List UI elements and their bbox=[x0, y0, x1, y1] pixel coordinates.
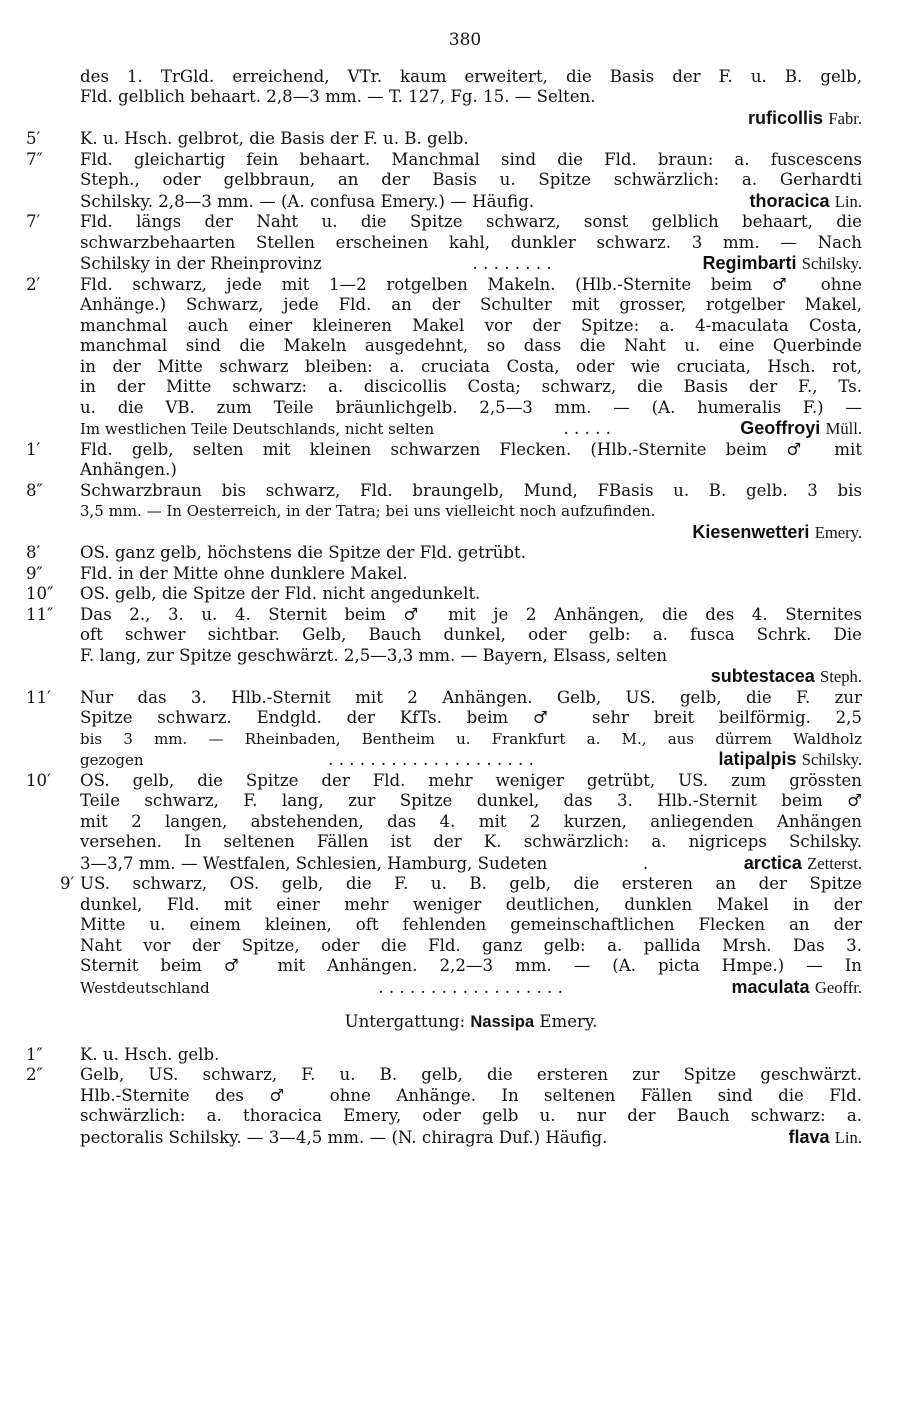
text-line: K. u. Hsch. gelbrot, die Basis der F. u. B. gelb. bbox=[80, 129, 469, 148]
couplet-number: 2″ bbox=[26, 1065, 43, 1084]
text-line: Schilsky in der Rheinprovinz bbox=[80, 254, 322, 273]
subgenus-prefix: Untergattung: bbox=[344, 1012, 466, 1031]
leader-dots: . . . . . . . . . . . . . . . . . . bbox=[378, 977, 563, 997]
couplet-number: 2′ bbox=[26, 274, 41, 294]
species-author: Zetterst. bbox=[807, 853, 862, 873]
text-line: Fld. gleichartig fein behaart. Manchmal sind die Fld. braun: a. fuscescens bbox=[80, 149, 862, 169]
text-line: OS. ganz gelb, höchstens die Spitze der Fld. getrübt. bbox=[80, 543, 526, 562]
text-line: Sternit beim ♂ mit Anhängen. 2,2—3 mm. — (A. picta Hmpe.) — In bbox=[80, 956, 862, 975]
species-author: Fabr. bbox=[828, 108, 862, 128]
text-line: K. u. Hsch. gelb. bbox=[80, 1044, 220, 1064]
key-entry bbox=[26, 563, 862, 585]
species-name: Kiesenwetteri bbox=[692, 521, 810, 542]
couplet-number: 7″ bbox=[26, 149, 43, 169]
couplet-number: 8′ bbox=[26, 543, 41, 562]
key-entry bbox=[26, 149, 862, 213]
text-line: schwärzlich: a. thoracica Emery, oder gelb u. nur der Bauch schwarz: a. bbox=[80, 1106, 862, 1125]
species-name: flava bbox=[788, 1126, 830, 1147]
species-name: latipalpis bbox=[718, 749, 797, 769]
text-line: pectoralis Schilsky. — 3—4,5 mm. — (N. chiragra Duf.) Häufig. bbox=[80, 1127, 608, 1147]
text-line: Schwarzbraun bis schwarz, Fld. braungelb, Mund, FBasis u. B. gelb. 3 bis bbox=[80, 480, 862, 500]
text-line: Fld. gelb, selten mit kleinen schwarzen Flecken. (Hlb.-Sternite beim ♂ mit bbox=[80, 439, 862, 459]
key-entry bbox=[26, 687, 862, 771]
text-line: Westdeutschland bbox=[80, 978, 210, 997]
species-author: Lin. bbox=[834, 1127, 862, 1147]
species-name: thoracica bbox=[749, 190, 830, 211]
text-line: Fld. in der Mitte ohne dunklere Makel. bbox=[80, 563, 408, 583]
text-line: mit 2 langen, abstehenden, das 4. mit 2 kurzen, anliegenden Anhängen bbox=[80, 811, 862, 831]
key-entry bbox=[26, 439, 862, 481]
key-entry bbox=[26, 604, 862, 688]
couplet-number: 1′ bbox=[26, 439, 41, 459]
text-line: Spitze schwarz. Endgld. der KfTs. beim ♂ sehr breit beilförmig. 2,5 bbox=[80, 708, 862, 727]
text-line: US. schwarz, OS. gelb, die F. u. B. gelb, die ersteren an der Spitze bbox=[80, 874, 862, 893]
species-line bbox=[80, 191, 862, 213]
couplet-number: 11′ bbox=[26, 687, 51, 707]
text-line: 3,5 mm. — In Oesterreich, in der Tatra; bei uns vielleicht noch aufzufinden. bbox=[80, 502, 656, 520]
leader-dots: . . . . . . . . . . . . . . . . . . . . bbox=[328, 750, 534, 769]
key-entry bbox=[26, 1044, 862, 1066]
text-line: gezogen bbox=[80, 751, 144, 769]
text-line: Schilsky. 2,8—3 mm. — (A. confusa Emery.) — Häufig. bbox=[80, 191, 535, 211]
species-author: Lin. bbox=[834, 191, 862, 211]
leader-dots: . . . . . bbox=[563, 419, 611, 438]
key-entry bbox=[26, 212, 862, 275]
couplet-number: 10″ bbox=[26, 584, 54, 603]
species-author: Müll. bbox=[825, 419, 862, 438]
text-line: Naht vor der Spitze, oder die Fld. ganz gelb: a. pallida Mrsh. Das 3. bbox=[80, 935, 862, 955]
text-line: dunkel, Fld. mit einer mehr weniger deutlichen, dunklen Makel in der bbox=[80, 894, 862, 914]
text-line: manchmal sind die Makeln ausgedehnt, so dass die Naht u. eine Querbinde bbox=[80, 336, 862, 355]
text-line: in der Mitte schwarz: a. discicollis Costa; schwarz, die Basis der F., Ts. bbox=[80, 377, 862, 396]
text-line: manchmal auch einer kleineren Makel vor der Spitze: a. 4-maculata Costa, bbox=[80, 315, 862, 335]
text-line: Gelb, US. schwarz, F. u. B. gelb, die ersteren zur Spitze geschwärzt. bbox=[80, 1065, 862, 1084]
couplet-number: 10′ bbox=[26, 770, 51, 790]
species-line bbox=[80, 666, 862, 688]
text-line: Fld. schwarz, jede mit 1—2 rotgelben Makeln. (Hlb.-Sternite beim ♂ ohne bbox=[80, 274, 862, 294]
species-name: maculata bbox=[731, 976, 810, 997]
text-line: oft schwer sichtbar. Gelb, Bauch dunkel, oder gelb: a. fusca Schrk. Die bbox=[80, 625, 862, 644]
species-line bbox=[80, 522, 862, 544]
text-line: OS. gelb, die Spitze der Fld. nicht angedunkelt. bbox=[80, 584, 481, 603]
species-line bbox=[80, 253, 862, 275]
couplet-number: 9′ bbox=[60, 874, 75, 893]
text-line: schwarzbehaarten Stellen erscheinen kahl, dunkler schwarz. 3 mm. — Nach bbox=[80, 232, 862, 252]
leader-dots: . bbox=[642, 853, 649, 873]
species-author: Schilsky. bbox=[801, 254, 862, 273]
species-line bbox=[80, 108, 862, 130]
text-line: Nur das 3. Hlb.-Sternit mit 2 Anhängen. Gelb, US. gelb, die F. zur bbox=[80, 687, 862, 707]
text-line: Anhängen.) bbox=[80, 460, 177, 479]
text-line: F. lang, zur Spitze geschwärzt. 2,5—3,3 mm. — Bayern, Elsass, selten bbox=[80, 645, 668, 665]
document-page bbox=[26, 30, 862, 1148]
species-line bbox=[80, 977, 862, 999]
couplet-number: 9″ bbox=[26, 563, 43, 583]
couplet-number: 1″ bbox=[26, 1044, 43, 1064]
text-line: Anhänge.) Schwarz, jede Fld. an der Schulter mit grosser, rotgelber Makel, bbox=[80, 295, 862, 314]
key-entry bbox=[26, 1065, 862, 1148]
text-line: Hlb.-Sternite des ♂ ohne Anhänge. In seltenen Fällen sind die Fld. bbox=[80, 1085, 862, 1105]
species-line bbox=[80, 418, 862, 440]
key-entry bbox=[26, 480, 862, 544]
text-line: bis 3 mm. — Rheinbaden, Bentheim u. Frankfurt a. M., aus dürrem Waldholz bbox=[80, 729, 862, 748]
key-entry bbox=[26, 543, 862, 564]
text-line: Teile schwarz, F. lang, zur Spitze dunkel, das 3. Hlb.-Sternit beim ♂ bbox=[80, 791, 862, 810]
species-author: Emery. bbox=[814, 522, 862, 542]
text-line: versehen. In seltenen Fällen ist der K. schwärzlich: a. nigriceps Schilsky. bbox=[80, 832, 862, 851]
species-line bbox=[80, 1127, 862, 1149]
species-name: arctica bbox=[743, 852, 802, 873]
text-line: Im westlichen Teile Deutschlands, nicht selten bbox=[80, 420, 435, 438]
text-line: Fld. längs der Naht u. die Spitze schwarz, sonst gelblich behaart, die bbox=[80, 212, 862, 231]
key-entry bbox=[26, 770, 862, 875]
species-name: Geoffroyi bbox=[740, 418, 821, 438]
text-line: Das 2., 3. u. 4. Sternit beim ♂ mit je 2 Anhängen, die des 4. Sternites bbox=[80, 604, 862, 624]
species-name: subtestacea bbox=[710, 666, 815, 686]
species-author: Geoffr. bbox=[814, 977, 862, 997]
species-line bbox=[80, 853, 862, 875]
text-line: OS. gelb, die Spitze der Fld. mehr weniger getrübt, US. zum grössten bbox=[80, 770, 862, 790]
species-line bbox=[80, 749, 862, 771]
text-line: Mitte u. einem kleinen, oft fehlenden gemeinschaftlichen Flecken an der bbox=[80, 915, 862, 934]
subgenus-author: Emery. bbox=[539, 1012, 598, 1031]
text-line: in der Mitte schwarz bleiben: a. cruciata Costa, oder wie cruciata, Hsch. rot, bbox=[80, 356, 862, 376]
subgenus-heading bbox=[80, 1012, 862, 1033]
text-line: Fld. gelblich behaart. 2,8—3 mm. — T. 127, Fg. 15. — Selten. bbox=[80, 87, 596, 106]
text-line: Steph., oder gelbbraun, an der Basis u. Spitze schwärzlich: a. Gerhardti bbox=[80, 170, 862, 189]
species-author: Steph. bbox=[820, 667, 862, 686]
couplet-number: 5′ bbox=[26, 129, 41, 148]
species-name: ruficollis bbox=[748, 107, 824, 128]
couplet-number: 8″ bbox=[26, 480, 43, 500]
text-line: u. die VB. zum Teile bräunlichgelb. 2,5—3 mm. — (A. humeralis F.) — bbox=[80, 397, 862, 417]
key-entry bbox=[26, 129, 862, 150]
text-line: 3—3,7 mm. — Westfalen, Schlesien, Hamburg, Sudeten bbox=[80, 853, 548, 873]
key-entry bbox=[80, 67, 862, 130]
species-author: Schilsky. bbox=[801, 750, 862, 769]
couplet-number: 11″ bbox=[26, 604, 54, 624]
species-name: Regimbarti bbox=[702, 253, 797, 273]
text-line: des 1. TrGld. erreichend, VTr. kaum erweitert, die Basis der F. u. B. gelb, bbox=[80, 66, 862, 86]
couplet-number: 7′ bbox=[26, 212, 41, 231]
key-entry bbox=[26, 274, 862, 440]
leader-dots: . . . . . . . . bbox=[472, 254, 552, 273]
subgenus-name: Nassipa bbox=[470, 1012, 535, 1031]
key-entry bbox=[60, 874, 862, 998]
page-number: 380 bbox=[448, 30, 482, 50]
key-entry bbox=[26, 584, 862, 605]
